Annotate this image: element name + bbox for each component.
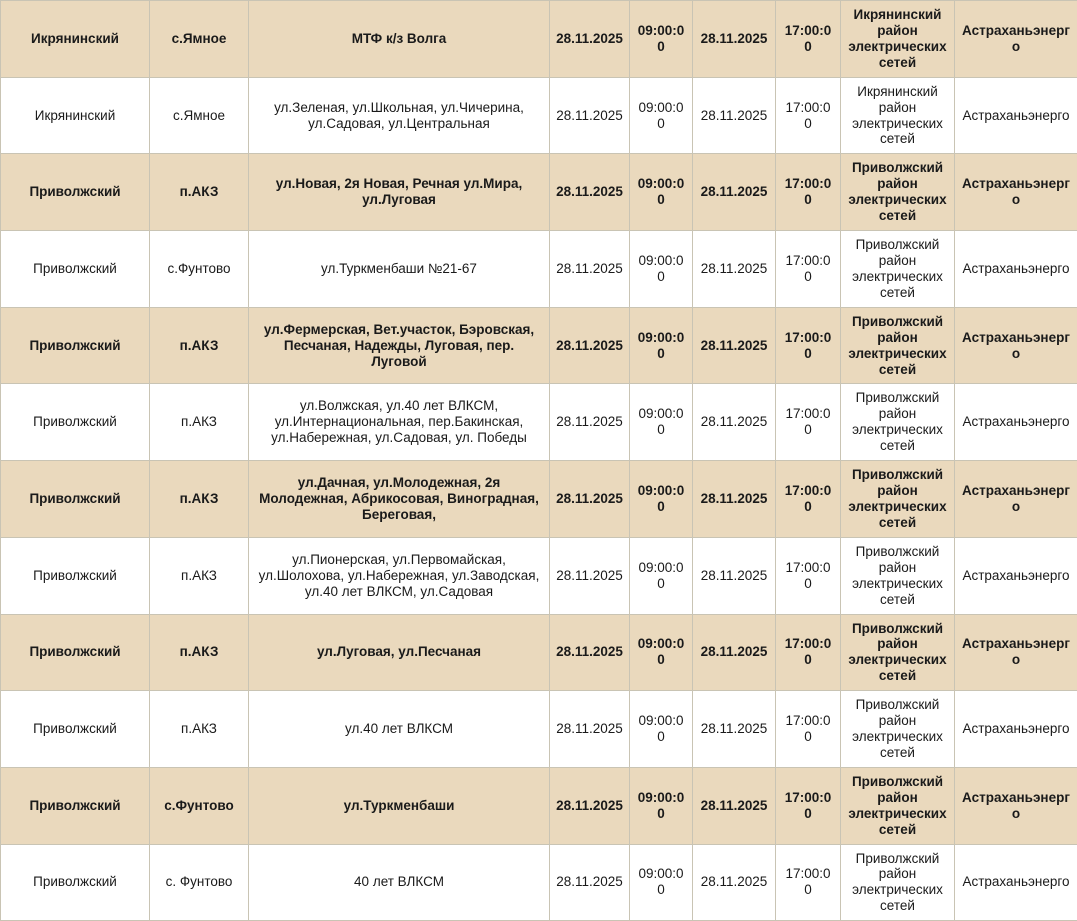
- cell-district: Приволжский: [1, 384, 150, 461]
- cell-district: Приволжский: [1, 537, 150, 614]
- cell-settlement: п.АКЗ: [150, 307, 249, 384]
- cell-date-from: 28.11.2025: [550, 461, 630, 538]
- cell-organization: Приволжский район электрических сетей: [841, 384, 955, 461]
- table-row: [1, 154, 1077, 231]
- cell-organization: Приволжский район электрических сетей: [841, 767, 955, 844]
- cell-company: Астраханьэнерго: [955, 844, 1077, 921]
- table-row: [1, 77, 1077, 154]
- cell-date-to: 28.11.2025: [693, 691, 776, 768]
- cell-organization: Приволжский район электрических сетей: [841, 614, 955, 691]
- cell-date-from: 28.11.2025: [550, 154, 630, 231]
- cell-organization: Приволжский район электрических сетей: [841, 461, 955, 538]
- cell-settlement: п.АКЗ: [150, 461, 249, 538]
- cell-settlement: п.АКЗ: [150, 154, 249, 231]
- cell-time-from: 09:00:00: [630, 691, 693, 768]
- cell-district: Приволжский: [1, 614, 150, 691]
- table-row: [1, 537, 1077, 614]
- cell-company: Астраханьэнерго: [955, 77, 1077, 154]
- cell-streets: ул.Фермерская, Вет.участок, Бэровская, Песчаная, Надежды, Луговая, пер. Луговой: [249, 307, 550, 384]
- cell-settlement: с.Ямное: [150, 77, 249, 154]
- cell-settlement: с. Фунтово: [150, 844, 249, 921]
- cell-district: Приволжский: [1, 231, 150, 308]
- cell-date-to: 28.11.2025: [693, 537, 776, 614]
- cell-time-to: 17:00:00: [776, 461, 841, 538]
- cell-date-from: 28.11.2025: [550, 384, 630, 461]
- cell-company: Астраханьэнерго: [955, 614, 1077, 691]
- cell-time-from: 09:00:00: [630, 614, 693, 691]
- cell-date-from: 28.11.2025: [550, 231, 630, 308]
- cell-settlement: с.Фунтово: [150, 767, 249, 844]
- cell-time-from: 09:00:00: [630, 844, 693, 921]
- cell-date-to: 28.11.2025: [693, 767, 776, 844]
- cell-streets: МТФ к/з Волга: [249, 1, 550, 78]
- cell-time-to: 17:00:00: [776, 231, 841, 308]
- cell-company: Астраханьэнерго: [955, 461, 1077, 538]
- cell-streets: ул.Дачная, ул.Молодежная, 2я Молодежная, Абрикосовая, Виноградная, Береговая,: [249, 461, 550, 538]
- cell-streets: ул.Новая, 2я Новая, Речная ул.Мира, ул.Луговая: [249, 154, 550, 231]
- cell-company: Астраханьэнерго: [955, 231, 1077, 308]
- cell-date-to: 28.11.2025: [693, 614, 776, 691]
- cell-organization: Приволжский район электрических сетей: [841, 537, 955, 614]
- cell-date-from: 28.11.2025: [550, 537, 630, 614]
- cell-company: Астраханьэнерго: [955, 307, 1077, 384]
- cell-time-to: 17:00:00: [776, 767, 841, 844]
- cell-date-to: 28.11.2025: [693, 461, 776, 538]
- cell-streets: 40 лет ВЛКСМ: [249, 844, 550, 921]
- cell-company: Астраханьэнерго: [955, 154, 1077, 231]
- cell-date-from: 28.11.2025: [550, 77, 630, 154]
- cell-district: Икрянинский: [1, 1, 150, 78]
- cell-time-to: 17:00:00: [776, 154, 841, 231]
- cell-district: Приволжский: [1, 844, 150, 921]
- cell-date-to: 28.11.2025: [693, 231, 776, 308]
- table-row: [1, 461, 1077, 538]
- cell-district: Приволжский: [1, 767, 150, 844]
- cell-time-from: 09:00:00: [630, 384, 693, 461]
- table-body: [1, 1, 1077, 921]
- cell-time-from: 09:00:00: [630, 231, 693, 308]
- cell-time-from: 09:00:00: [630, 1, 693, 78]
- cell-district: Икрянинский: [1, 77, 150, 154]
- cell-date-to: 28.11.2025: [693, 154, 776, 231]
- cell-date-to: 28.11.2025: [693, 1, 776, 78]
- cell-company: Астраханьэнерго: [955, 767, 1077, 844]
- cell-time-to: 17:00:00: [776, 691, 841, 768]
- cell-date-from: 28.11.2025: [550, 1, 630, 78]
- cell-settlement: п.АКЗ: [150, 384, 249, 461]
- table-row: [1, 614, 1077, 691]
- cell-date-from: 28.11.2025: [550, 614, 630, 691]
- cell-organization: Икрянинский район электрических сетей: [841, 77, 955, 154]
- table-row: [1, 384, 1077, 461]
- cell-streets: ул.Туркменбаши №21-67: [249, 231, 550, 308]
- table-row: [1, 1, 1077, 78]
- cell-company: Астраханьэнерго: [955, 537, 1077, 614]
- table-row: [1, 307, 1077, 384]
- cell-date-from: 28.11.2025: [550, 767, 630, 844]
- cell-time-from: 09:00:00: [630, 461, 693, 538]
- cell-organization: Приволжский район электрических сетей: [841, 231, 955, 308]
- cell-time-from: 09:00:00: [630, 77, 693, 154]
- cell-district: Приволжский: [1, 307, 150, 384]
- cell-organization: Приволжский район электрических сетей: [841, 154, 955, 231]
- cell-company: Астраханьэнерго: [955, 1, 1077, 78]
- cell-organization: Икрянинский район электрических сетей: [841, 1, 955, 78]
- cell-date-from: 28.11.2025: [550, 307, 630, 384]
- table-row: [1, 691, 1077, 768]
- cell-time-to: 17:00:00: [776, 537, 841, 614]
- table-row: [1, 231, 1077, 308]
- cell-streets: ул.Волжская, ул.40 лет ВЛКСМ, ул.Интернациональная, пер.Бакинская, ул.Набережная, ул.Садовая, ул. Победы: [249, 384, 550, 461]
- cell-settlement: с.Фунтово: [150, 231, 249, 308]
- cell-streets: ул.Зеленая, ул.Школьная, ул.Чичерина, ул.Садовая, ул.Центральная: [249, 77, 550, 154]
- cell-time-from: 09:00:00: [630, 537, 693, 614]
- cell-time-to: 17:00:00: [776, 77, 841, 154]
- cell-district: Приволжский: [1, 691, 150, 768]
- cell-district: Приволжский: [1, 154, 150, 231]
- table-row: [1, 844, 1077, 921]
- cell-time-to: 17:00:00: [776, 614, 841, 691]
- cell-time-from: 09:00:00: [630, 767, 693, 844]
- table-row: [1, 767, 1077, 844]
- cell-streets: ул.40 лет ВЛКСМ: [249, 691, 550, 768]
- cell-streets: ул.Туркменбаши: [249, 767, 550, 844]
- cell-date-to: 28.11.2025: [693, 384, 776, 461]
- cell-organization: Приволжский район электрических сетей: [841, 307, 955, 384]
- cell-company: Астраханьэнерго: [955, 384, 1077, 461]
- cell-time-from: 09:00:00: [630, 154, 693, 231]
- cell-time-to: 17:00:00: [776, 384, 841, 461]
- cell-streets: ул.Пионерская, ул.Первомайская, ул.Шолохова, ул.Набережная, ул.Заводская, ул.40 лет ВЛКСМ, ул.Садовая: [249, 537, 550, 614]
- cell-date-to: 28.11.2025: [693, 307, 776, 384]
- cell-organization: Приволжский район электрических сетей: [841, 844, 955, 921]
- cell-district: Приволжский: [1, 461, 150, 538]
- cell-settlement: п.АКЗ: [150, 614, 249, 691]
- cell-time-from: 09:00:00: [630, 307, 693, 384]
- cell-organization: Приволжский район электрических сетей: [841, 691, 955, 768]
- cell-settlement: п.АКЗ: [150, 691, 249, 768]
- cell-company: Астраханьэнерго: [955, 691, 1077, 768]
- cell-streets: ул.Луговая, ул.Песчаная: [249, 614, 550, 691]
- cell-date-from: 28.11.2025: [550, 691, 630, 768]
- cell-date-from: 28.11.2025: [550, 844, 630, 921]
- cell-date-to: 28.11.2025: [693, 844, 776, 921]
- cell-time-to: 17:00:00: [776, 1, 841, 78]
- cell-time-to: 17:00:00: [776, 844, 841, 921]
- cell-settlement: п.АКЗ: [150, 537, 249, 614]
- cell-time-to: 17:00:00: [776, 307, 841, 384]
- cell-date-to: 28.11.2025: [693, 77, 776, 154]
- cell-settlement: с.Ямное: [150, 1, 249, 78]
